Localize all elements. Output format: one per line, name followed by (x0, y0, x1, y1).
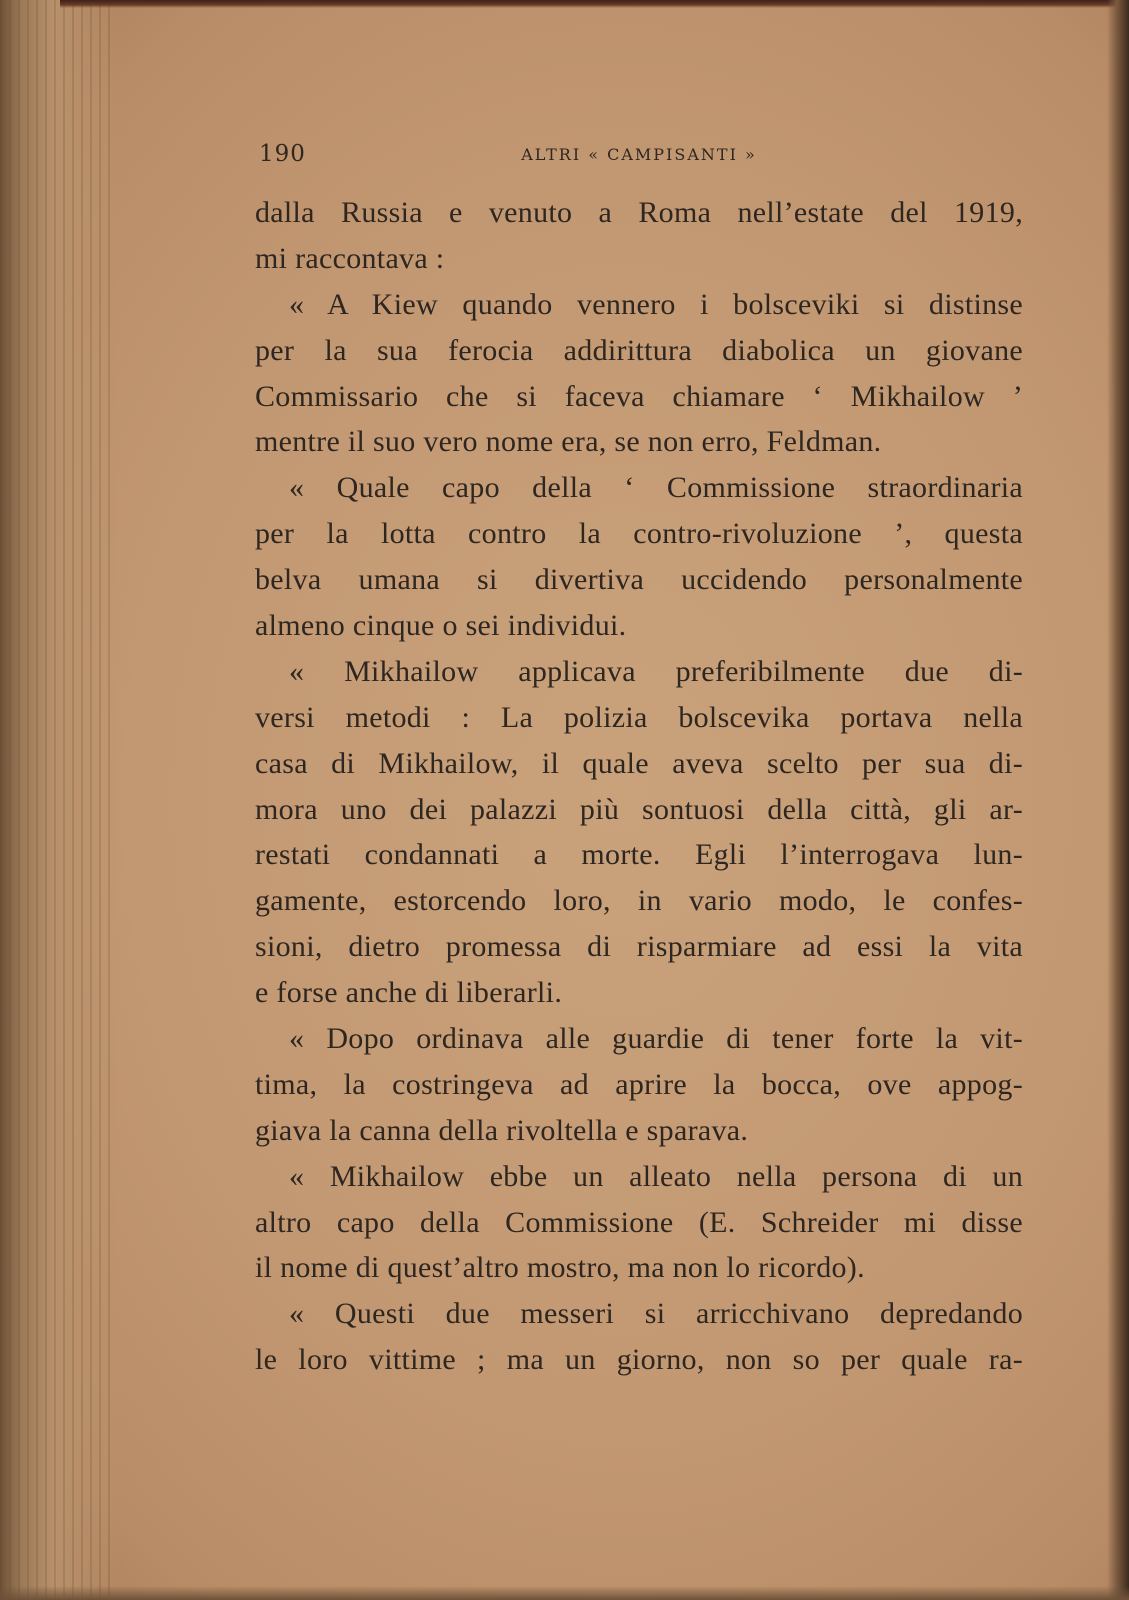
text-line: giava la canna della rivoltella e sparava. (255, 1113, 749, 1147)
text-line: versi metodi : La polizia bolscevika portava nella (255, 700, 1023, 734)
text-line: « Questi due messeri si arricchivano depredando (289, 1297, 1023, 1331)
page-bottom-edge (0, 1586, 1129, 1600)
text-line: casa di Mikhailow, il quale aveva scelto per sua di- (255, 746, 1023, 780)
text-line: « Mikhailow applicava preferibilmente due di- (289, 654, 1023, 688)
page-number: 190 (259, 141, 306, 167)
text-line: per la lotta contro la contro-rivoluzione ’, questa (255, 517, 1023, 551)
text-line: restati condannati a morte. Egli l’interrogava lun- (255, 838, 1023, 872)
text-line: sioni, dietro promessa di risparmiare ad essi la vita (255, 930, 1023, 964)
text-line: il nome di quest’altro mostro, ma non lo ricordo). (255, 1251, 865, 1285)
text-line: tima, la costringeva ad aprire la bocca, ove appog- (255, 1067, 1023, 1101)
text-line: gamente, estorcendo loro, in vario modo, le confes- (255, 884, 1023, 918)
text-line: « Dopo ordinava alle guardie di tener forte la vit- (289, 1022, 1023, 1056)
text-line: mi raccontava : (255, 241, 445, 275)
text-line: « Quale capo della ‘ Commissione straordinaria (289, 471, 1023, 505)
text-line: e forse anche di liberarli. (255, 976, 563, 1010)
text-line: Commissario che si faceva chiamare ‘ Mikhailow ’ (255, 379, 1023, 413)
text-line: belva umana si divertiva uccidendo personalmente (255, 563, 1023, 597)
page-header (259, 141, 1019, 181)
text-line: le loro vittime ; ma un giorno, non so per quale ra- (255, 1343, 1023, 1377)
page-top-edge (60, 0, 1129, 8)
text-line: « A Kiew quando vennero i bolsceviki si distinse (289, 287, 1023, 321)
text-line: per la sua ferocia addirittura diabolica un giovane (255, 333, 1023, 367)
text-line: mentre il suo vero nome era, se non erro, Feldman. (255, 425, 882, 459)
text-line: altro capo della Commissione (E. Schreider mi disse (255, 1205, 1023, 1239)
page-right-edge (1107, 0, 1129, 1600)
binding-gutter (0, 0, 110, 1600)
text-line: dalla Russia e venuto a Roma nell’estate del 1919, (255, 196, 1023, 229)
running-title: ALTRI « CAMPISANTI » (521, 145, 757, 164)
body-text (255, 190, 1023, 1383)
text-line: mora uno dei palazzi più sontuosi della città, gli ar- (255, 792, 1023, 826)
text-line: almeno cinque o sei individui. (255, 609, 627, 643)
text-line: « Mikhailow ebbe un alleato nella persona di un (289, 1159, 1023, 1193)
